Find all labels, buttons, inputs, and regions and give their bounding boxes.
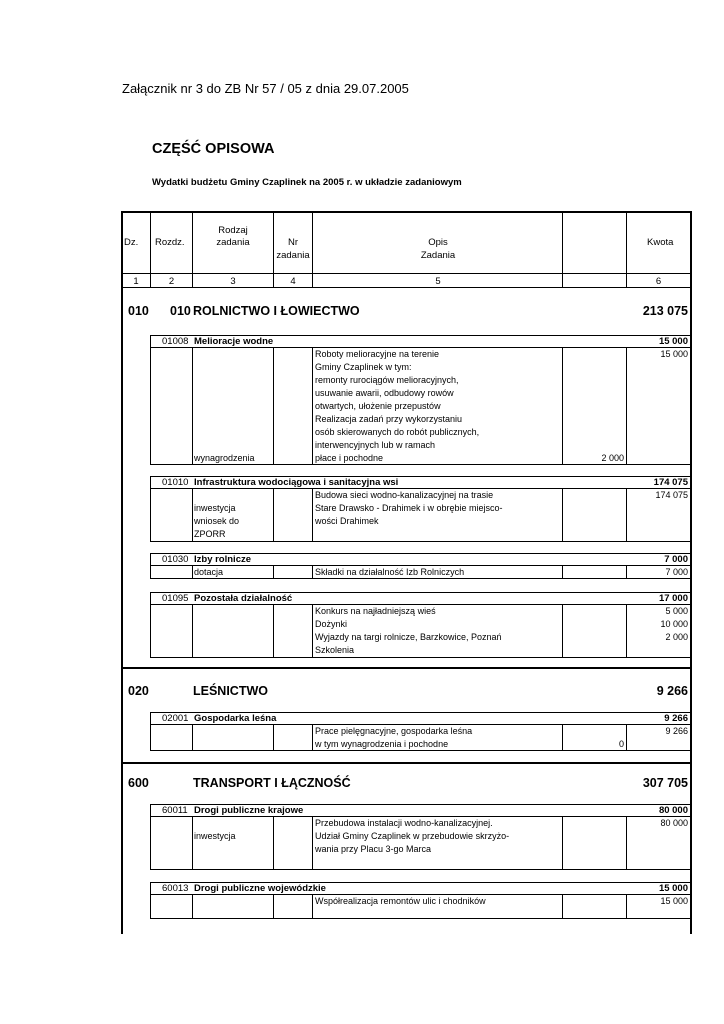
col-line xyxy=(273,488,274,541)
col-line xyxy=(626,347,627,464)
col-kwota: Kwota xyxy=(647,237,674,248)
col-opis-1: Opis xyxy=(428,237,448,248)
row-line xyxy=(150,816,691,817)
col-line xyxy=(192,565,193,578)
page-subtitle: Wydatki budżetu Gminy Czaplinek na 2005 r. w układzie zadaniowym xyxy=(152,177,462,188)
desc-line: remonty rurociągów melioracyjnych, xyxy=(315,375,459,385)
col-line xyxy=(192,894,193,918)
col-line xyxy=(562,894,563,918)
desc-line: Składki na działalność Izb Rolniczych xyxy=(315,567,465,577)
col-rodzaj-1: Rodzaj xyxy=(218,225,248,236)
subsection-name: Gospodarka leśna xyxy=(194,713,277,724)
table-right-border xyxy=(690,211,692,934)
row-amount: 5 000 xyxy=(665,606,688,616)
sub-amount: 2 000 xyxy=(601,453,624,463)
col-line xyxy=(312,894,313,918)
row-line xyxy=(150,541,691,542)
table-left-border xyxy=(121,211,123,934)
row-line xyxy=(150,657,691,658)
col-line xyxy=(192,347,193,464)
col-line xyxy=(562,347,563,464)
sub-amount: 0 xyxy=(618,739,624,749)
row-line xyxy=(150,464,691,465)
desc-line: płace i pochodne xyxy=(315,453,384,463)
col-line xyxy=(150,592,151,658)
col-line xyxy=(312,565,313,578)
header-numbers-divider xyxy=(121,287,692,288)
section-amount: 9 266 xyxy=(656,684,688,698)
desc-line: osób skierowanych do robót publicznych, xyxy=(315,427,480,437)
col-line xyxy=(312,488,313,541)
subsection-code: 60011 xyxy=(162,805,188,816)
col-line xyxy=(192,604,193,657)
task-type: inwestycja xyxy=(194,831,236,841)
subsection-amount: 17 000 xyxy=(658,593,688,604)
row-amount: 174 075 xyxy=(655,490,688,500)
section-code: 020 xyxy=(128,684,149,698)
col-line xyxy=(150,882,151,919)
col-line xyxy=(562,816,563,869)
subsection-code: 01010 xyxy=(162,477,189,488)
page-title: CZĘŚĆ OPISOWA xyxy=(152,141,275,157)
subsection-amount: 80 000 xyxy=(658,805,688,816)
task-type: dotacja xyxy=(194,567,224,577)
row-line xyxy=(150,488,691,489)
subsection-amount: 15 000 xyxy=(658,883,688,894)
section-divider xyxy=(121,667,692,669)
desc-line: interwencyjnych lub w ramach xyxy=(315,440,436,450)
section-code-2: 010 xyxy=(170,304,191,318)
section-code: 600 xyxy=(128,776,149,790)
col-line xyxy=(312,724,313,750)
row-amount: 15 000 xyxy=(660,896,688,906)
col-line xyxy=(192,724,193,750)
desc-line: Roboty melioracyjne na terenie xyxy=(315,349,440,359)
desc-line: Realizacja zadań przy wykorzystaniu xyxy=(315,414,463,424)
row-line xyxy=(150,724,691,725)
row-amount: 80 000 xyxy=(660,818,688,828)
subsection-code: 01008 xyxy=(162,336,189,347)
subsection-code: 01030 xyxy=(162,554,189,565)
desc-line: Przebudowa instalacji wodno-kanalizacyjnej. xyxy=(315,818,493,828)
col-opis-2: Zadania xyxy=(420,250,456,261)
col-nr-1: Nr xyxy=(287,237,299,248)
col-rozdz: Rozdz. xyxy=(155,237,185,248)
col-line xyxy=(150,335,151,465)
row-line xyxy=(150,347,691,348)
subsection-amount: 7 000 xyxy=(664,554,688,565)
desc-line: wości Drahimek xyxy=(315,516,379,526)
col-line xyxy=(150,476,151,542)
row-line xyxy=(150,894,691,895)
col-num-1: 1 xyxy=(133,276,139,287)
task-type: wynagrodzenia xyxy=(194,453,255,463)
col-line xyxy=(562,604,563,657)
col-rodzaj-2: zadania xyxy=(216,237,250,248)
col-num-3: 3 xyxy=(230,276,236,287)
subsection-code: 01095 xyxy=(162,593,189,604)
col-num-4: 4 xyxy=(290,276,296,287)
desc-line: Wyjazdy na targi rolnicze, Barzkowice, Poznań xyxy=(315,632,502,642)
desc-line: otwartych, ułożenie przepustów xyxy=(315,401,441,411)
section-divider xyxy=(121,762,692,764)
desc-line: Udział Gminy Czaplinek w przebudowie skrzyżo- xyxy=(315,831,510,841)
row-amount: 7 000 xyxy=(665,567,688,577)
subsection-code: 60013 xyxy=(162,883,189,894)
table-top-border xyxy=(121,211,692,213)
col-nr-2: zadania xyxy=(276,250,310,261)
row-amount: 9 266 xyxy=(665,726,688,736)
section-amount: 213 075 xyxy=(642,304,688,318)
section-code: 010 xyxy=(128,304,149,318)
col-line xyxy=(150,712,151,751)
desc-line: usuwanie awarii, odbudowy rowów xyxy=(315,388,454,398)
col-num-6: 6 xyxy=(655,276,662,287)
col-line xyxy=(273,816,274,869)
task-type: wniosek do xyxy=(194,516,240,526)
subsection-amount: 174 075 xyxy=(653,477,688,488)
desc-line: Konkurs na najładniejszą wieś xyxy=(315,606,436,616)
desc-line: Współrealizacja remontów ulic i chodników xyxy=(315,896,486,906)
section-amount: 307 705 xyxy=(642,776,688,790)
desc-line: wania przy Placu 3-go Marca xyxy=(315,844,432,854)
row-line xyxy=(150,578,691,579)
section-name: LEŚNICTWO xyxy=(193,684,268,698)
subsection-name: Infrastruktura wodociągowa i sanitacyjna wsi xyxy=(194,477,399,488)
row-line xyxy=(150,918,691,919)
col-line xyxy=(192,816,193,869)
col-line xyxy=(312,604,313,657)
row-amount: 2 000 xyxy=(665,632,688,642)
task-type: inwestycja xyxy=(194,503,236,513)
subsection-amount: 15 000 xyxy=(658,336,688,347)
col-num-5: 5 xyxy=(435,276,441,287)
row-line xyxy=(150,565,691,566)
col-line xyxy=(150,553,151,579)
row-line xyxy=(150,604,691,605)
subsection-name: Izby rolnicze xyxy=(194,554,252,565)
col-line xyxy=(273,347,274,464)
col-line xyxy=(273,894,274,918)
desc-line: Budowa sieci wodno-kanalizacyjnej na trasie xyxy=(315,490,494,500)
col-line xyxy=(562,565,563,578)
col-line xyxy=(312,347,313,464)
subsection-code: 02001 xyxy=(162,713,189,724)
col-line xyxy=(273,565,274,578)
section-name: TRANSPORT I ŁĄCZNOŚĆ xyxy=(193,776,351,790)
desc-line: w tym wynagrodzenia i pochodne xyxy=(315,739,449,749)
row-line xyxy=(150,750,691,751)
annex-note: Załącznik nr 3 do ZB Nr 57 / 05 z dnia 29.07.2005 xyxy=(122,81,409,96)
subsection-name: Melioracje wodne xyxy=(194,336,274,347)
header-divider xyxy=(121,273,692,274)
desc-line: Dożynki xyxy=(315,619,348,629)
task-type: ZPORR xyxy=(194,529,226,539)
col-dz: Dz. xyxy=(124,237,139,248)
col-num-2: 2 xyxy=(168,276,175,287)
col-line xyxy=(273,724,274,750)
section-name: ROLNICTWO I ŁOWIECTWO xyxy=(193,304,360,318)
col-line xyxy=(312,816,313,869)
col-line xyxy=(192,488,193,541)
desc-line: Szkolenia xyxy=(315,645,355,655)
row-amount: 15 000 xyxy=(660,349,688,359)
col-line xyxy=(273,604,274,657)
subsection-name: Drogi publiczne wojewódzkie xyxy=(194,883,326,894)
subsection-name: Drogi publiczne krajowe xyxy=(194,805,304,816)
desc-line: Gminy Czaplinek w tym: xyxy=(315,362,412,372)
row-line xyxy=(150,869,691,870)
subsection-amount: 9 266 xyxy=(664,713,688,724)
desc-line: Prace pielęgnacyjne, gospodarka leśna xyxy=(315,726,473,736)
desc-line: Stare Drawsko - Drahimek i w obrębie miejsco- xyxy=(315,503,503,513)
col-line xyxy=(150,804,151,870)
subsection-name: Pozostała działalność xyxy=(194,593,293,604)
col-line xyxy=(562,488,563,541)
row-amount: 10 000 xyxy=(660,619,688,629)
